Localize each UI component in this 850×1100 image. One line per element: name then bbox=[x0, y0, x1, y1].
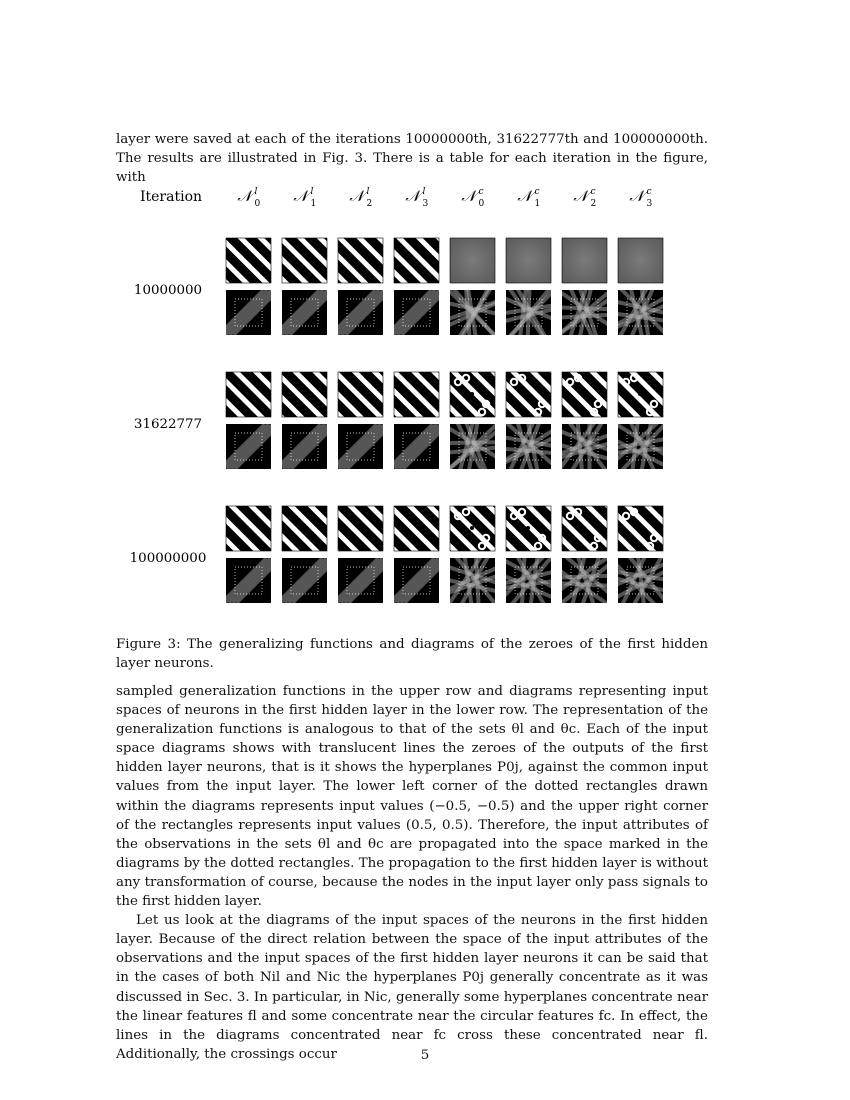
input-space-diagram bbox=[333, 558, 394, 603]
generalization-thumbnail bbox=[450, 506, 495, 551]
svg-text:𝒩: 𝒩 bbox=[405, 187, 420, 205]
column-header-N1c bbox=[517, 187, 540, 209]
generalization-thumbnail bbox=[282, 238, 327, 283]
svg-text:𝒩: 𝒩 bbox=[237, 187, 252, 205]
svg-text:c: c bbox=[646, 187, 652, 197]
generalization-thumbnail bbox=[562, 506, 607, 551]
generalization-thumbnail bbox=[562, 372, 607, 417]
svg-text:l: l bbox=[254, 187, 258, 197]
paragraph-2: Let us look at the diagrams of the input spaces of the neurons in the first hidden layer. Because of the direct relation between the space of the input attributes of the observations and the input spaces of the first hidden layer neurons it can be said that in the cases of both Nil and Nic the hyperplanes P0j generally concentrate as it was discussed in Sec. 3. In particular, in Nic, generally some hyperplanes concentrate near the linear features fl and some concentrate near the circular features fc. In effect, the lines in the diagrams concentrated near fc cross these concentrated near fl. Additionally, the crossings occur bbox=[116, 913, 708, 1062]
row-label-iteration: 100000000 bbox=[129, 551, 207, 566]
svg-text:1: 1 bbox=[310, 199, 317, 209]
input-space-diagram bbox=[388, 424, 449, 469]
generalization-thumbnail bbox=[226, 238, 271, 283]
svg-text:0: 0 bbox=[478, 199, 485, 209]
column-header-N2c bbox=[573, 187, 596, 209]
paragraph-1: sampled generalization functions in the upper row and diagrams representing input spaces of neurons in the first hidden layer in the lower row. The representation of the generalization functions is analogous to that of the sets θl and θc. Each of the input space diagrams shows with translucent lines the zeroes of the outputs of the first hidden layer neurons, that is it shows the hyperplanes P0j, against the common input values from the input layer. The lower left corner of the dotted rectangles drawn within the diagrams represents input values (−0.5, −0.5) and the upper right corner of the rectangles represents input values (0.5, 0.5). Therefore, the input attributes of the observations in the sets θl and θc are propagated into the space marked in the diagrams by the dotted rectangles. The propagation to the first hidden layer is without any transformation of course, because the nodes in the input layer only pass signals to the first hidden layer. bbox=[116, 684, 708, 910]
column-header-N0l bbox=[237, 187, 260, 209]
input-space-diagram bbox=[330, 290, 391, 335]
svg-text:𝒩: 𝒩 bbox=[517, 187, 532, 205]
generalization-thumbnail bbox=[282, 506, 327, 551]
generalization-thumbnail bbox=[506, 506, 551, 551]
body-text bbox=[116, 682, 708, 1064]
generalization-thumbnail bbox=[450, 238, 495, 283]
generalization-thumbnail bbox=[338, 238, 383, 283]
page-number: 5 bbox=[420, 1048, 430, 1063]
svg-text:l: l bbox=[310, 187, 314, 197]
generalization-thumbnail bbox=[394, 506, 439, 551]
column-header-N3l bbox=[405, 187, 428, 209]
input-space-diagram bbox=[389, 558, 450, 603]
generalization-thumbnail bbox=[338, 372, 383, 417]
generalization-thumbnail bbox=[226, 506, 271, 551]
generalization-thumbnail bbox=[506, 372, 551, 417]
generalization-thumbnail bbox=[394, 238, 439, 283]
generalization-thumbnail bbox=[226, 372, 271, 417]
svg-text:1: 1 bbox=[534, 199, 541, 209]
column-header-N1l bbox=[293, 187, 316, 209]
column-header-N0c bbox=[461, 187, 484, 209]
row-label-iteration: 31622777 bbox=[133, 417, 203, 432]
svg-text:𝒩: 𝒩 bbox=[573, 187, 588, 205]
generalization-thumbnail bbox=[618, 506, 663, 551]
input-space-diagram bbox=[276, 424, 337, 469]
generalization-thumbnail bbox=[562, 238, 607, 283]
svg-text:3: 3 bbox=[646, 199, 653, 209]
generalization-thumbnail bbox=[338, 506, 383, 551]
svg-text:𝒩: 𝒩 bbox=[629, 187, 644, 205]
figure-3 bbox=[116, 176, 708, 616]
svg-text:𝒩: 𝒩 bbox=[293, 187, 308, 205]
generalization-thumbnail bbox=[618, 372, 663, 417]
svg-text:l: l bbox=[422, 187, 426, 197]
generalization-thumbnail bbox=[282, 372, 327, 417]
svg-text:3: 3 bbox=[422, 199, 429, 209]
svg-text:0: 0 bbox=[254, 199, 261, 209]
input-space-diagram bbox=[274, 290, 335, 335]
row-label-iteration: 10000000 bbox=[133, 283, 203, 298]
generalization-thumbnail bbox=[618, 238, 663, 283]
svg-text:c: c bbox=[590, 187, 596, 197]
svg-text:2: 2 bbox=[590, 199, 597, 209]
input-space-diagram bbox=[218, 290, 279, 335]
svg-text:c: c bbox=[534, 187, 540, 197]
figure-grid bbox=[116, 176, 708, 616]
svg-text:2: 2 bbox=[366, 199, 373, 209]
input-space-diagram bbox=[332, 424, 393, 469]
header-iteration: Iteration bbox=[139, 189, 203, 205]
paragraph-top: layer were saved at each of the iterations 10000000th, 31622777th and 100000000th. The results are illustrated in Fig. 3. There is a table for each iteration in the figure, with bbox=[116, 132, 708, 185]
figure-caption: Figure 3: The generalizing functions and diagrams of the zeroes of the first hidden layer neurons. bbox=[116, 637, 708, 671]
svg-text:𝒩: 𝒩 bbox=[349, 187, 364, 205]
generalization-thumbnail bbox=[506, 238, 551, 283]
svg-text:c: c bbox=[478, 187, 484, 197]
column-header-N3c bbox=[629, 187, 652, 209]
input-space-diagram bbox=[221, 558, 282, 603]
input-space-diagram bbox=[386, 290, 447, 335]
input-space-diagram bbox=[277, 558, 338, 603]
generalization-thumbnail bbox=[450, 372, 495, 417]
column-header-N2l bbox=[349, 187, 372, 209]
svg-text:𝒩: 𝒩 bbox=[461, 187, 476, 205]
input-space-diagram bbox=[220, 424, 281, 469]
svg-text:l: l bbox=[366, 187, 370, 197]
generalization-thumbnail bbox=[394, 372, 439, 417]
